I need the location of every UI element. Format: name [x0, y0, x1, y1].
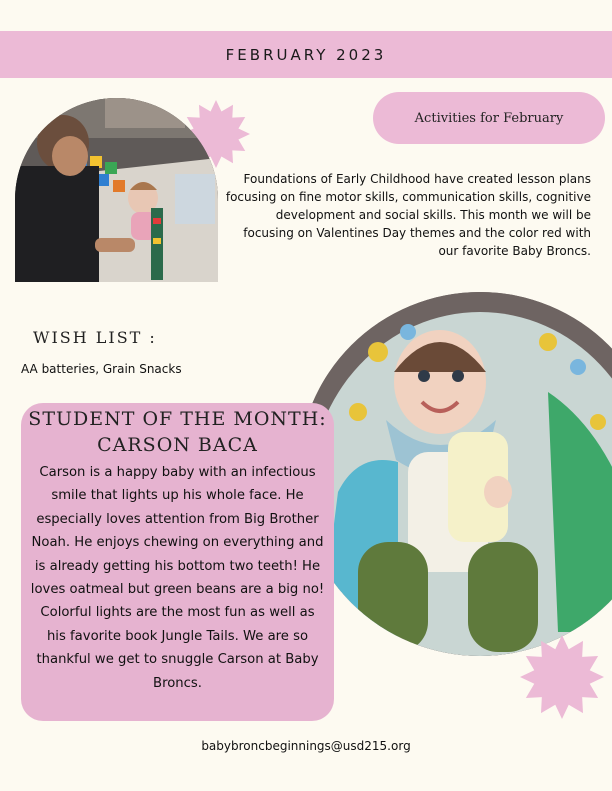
student-description: Carson is a happy baby with an infectious smile that lights up his whole face. He especially loves attention from Big Brother Noah. He enjoys chewing on everything and is already getting his bottom two teeth! He loves oatmeal but green beans are a big no! Colorful lights are the most fun as well as his favorite book Jungle Tails. We are so thankful we get to snuggle Carson at Baby Broncs. — [30, 465, 325, 691]
header-band — [0, 31, 612, 78]
student-photo — [298, 292, 612, 656]
activities-description: Foundations of Early Childhood have created lesson plans focusing on fine motor skills, communication skills, cognitive development and social skills. This month we will be focusing on Valentines Day themes and the color red with our favorite Baby Broncs. — [225, 172, 591, 258]
newsletter-month-title: FEBRUARY 2023 — [225, 45, 387, 64]
contact-email[interactable]: babybroncbeginnings@usd215.org — [201, 739, 411, 753]
activities-heading-label: Activities for February — [414, 110, 564, 126]
student-name: CARSON BACA — [97, 434, 258, 456]
wishlist-items: AA batteries, Grain Snacks — [21, 362, 182, 376]
student-of-month-title — [21, 406, 334, 458]
activities-heading — [373, 92, 605, 144]
classroom-photo — [15, 98, 218, 282]
wishlist-title: WISH LIST : — [33, 328, 157, 347]
student-of-month-card — [21, 403, 334, 721]
student-title-line1: STUDENT OF THE MONTH: — [28, 408, 327, 430]
